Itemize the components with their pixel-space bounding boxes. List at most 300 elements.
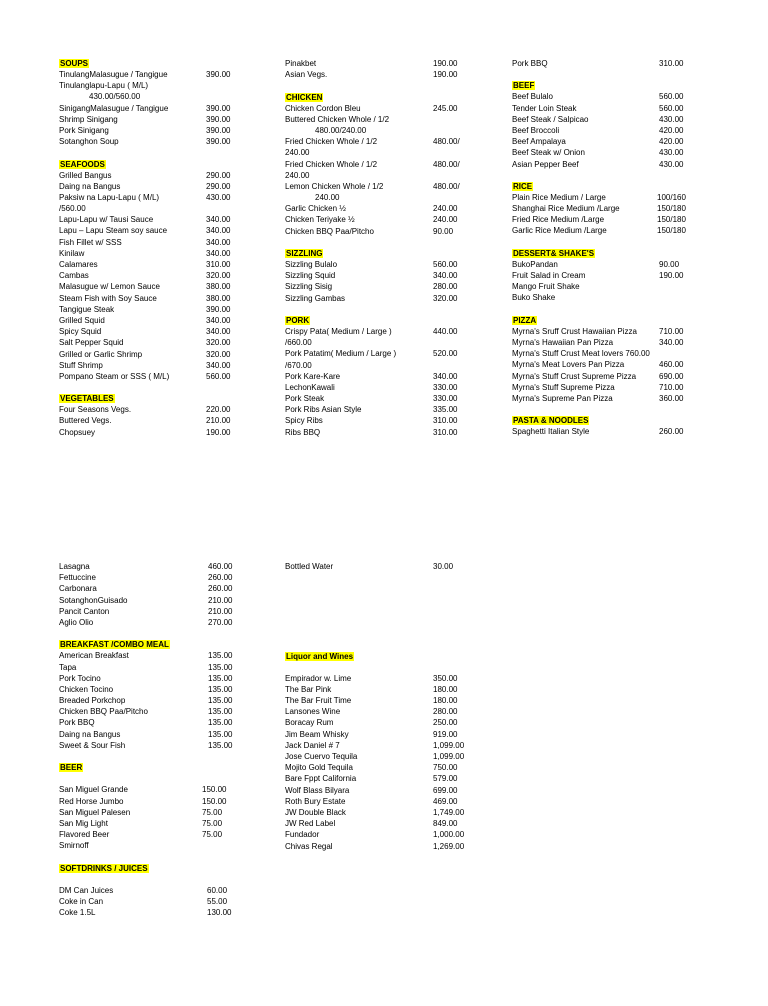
menu-item-price: 135.00 <box>208 740 233 750</box>
menu-item-price: 190.00 <box>433 70 458 80</box>
menu-item-price: 250.00 <box>433 718 458 728</box>
menu-item-name: Flavored Beer <box>59 830 110 840</box>
menu-item-name: Lapu – Lapu Steam soy sauce <box>59 226 168 236</box>
menu-item-name: Red Horse Jumbo <box>59 796 124 806</box>
menu-item-name: Malasugue w/ Lemon Sauce <box>59 282 160 292</box>
menu-item <box>59 595 259 606</box>
menu-item <box>512 359 712 370</box>
menu-item <box>285 360 485 371</box>
menu-item-name: Stuff Shrimp <box>59 360 103 370</box>
menu-item-name: Sizzling Sisig <box>285 282 333 292</box>
menu-item-name: Pork Patatim( Medium / Large ) <box>285 349 397 359</box>
menu-item-price: 190.00 <box>206 427 231 437</box>
menu-item-price: 260.00 <box>208 573 233 583</box>
menu-item <box>512 203 712 214</box>
menu-item <box>59 885 259 896</box>
menu-column-1 <box>59 58 259 438</box>
section-heading-seafoods: SEAFOODS <box>60 159 105 169</box>
menu-item <box>59 114 259 125</box>
section-heading-beer: BEER <box>60 763 83 773</box>
menu-item <box>285 159 485 170</box>
menu-item-name: Beef Ampalaya <box>512 137 566 147</box>
menu-item <box>59 170 259 181</box>
menu-item <box>512 58 712 69</box>
menu-item-name: SotanghonGuisado <box>59 595 128 605</box>
menu-item-price: 560.00 <box>659 92 684 102</box>
menu-item-name: Cambas <box>59 271 89 281</box>
menu-item-name: Steam Fish with Soy Sauce <box>59 293 157 303</box>
menu-item-price: 210.00 <box>208 595 233 605</box>
menu-item-price: 75.00 <box>202 818 223 828</box>
menu-item-price: 335.00 <box>433 405 458 415</box>
menu-item-name: Spicy Squid <box>59 327 102 337</box>
menu-item-name: /560.00 <box>59 204 86 214</box>
menu-item <box>285 695 485 706</box>
menu-item-price: 340.00 <box>206 215 231 225</box>
menu-item-price: 100/160 <box>657 192 686 202</box>
menu-item-price: 430.00 <box>659 159 684 169</box>
menu-item <box>59 650 259 661</box>
menu-item <box>59 181 259 192</box>
menu-item <box>59 561 259 572</box>
menu-item-name: Sotanghon Soup <box>59 137 119 147</box>
menu-item-price: 310.00 <box>433 416 458 426</box>
menu-item-name: Aglio Olio <box>59 617 94 627</box>
menu-item-price: 150/180 <box>657 204 686 214</box>
menu-item <box>285 740 485 751</box>
menu-item <box>59 583 259 594</box>
menu-item-name: 480.00/240.00 <box>315 125 367 135</box>
menu-item <box>59 270 259 281</box>
menu-item-price: 480.00/ <box>433 137 460 147</box>
menu-column-1-lower <box>59 561 259 918</box>
menu-item-price: 320.00 <box>206 338 231 348</box>
menu-item <box>285 684 485 695</box>
menu-item-name: Myrna's Stuff Crust Supreme Pizza <box>512 371 637 381</box>
menu-item-name: Garlic Chicken ½ <box>285 204 346 214</box>
menu-item <box>285 293 485 304</box>
menu-item <box>512 136 712 147</box>
menu-item-price: 320.00 <box>206 349 231 359</box>
menu-item-price: 320.00 <box>433 293 458 303</box>
menu-item-name: Beef Broccoli <box>512 125 560 135</box>
menu-item-price: 919.00 <box>433 729 458 739</box>
menu-item-price: 55.00 <box>207 897 228 907</box>
menu-item-price: 135.00 <box>208 662 233 672</box>
menu-item <box>59 784 259 795</box>
menu-item-price: 710.00 <box>659 382 684 392</box>
menu-item <box>59 91 259 102</box>
menu-item <box>59 427 259 438</box>
menu-item-name: JW Double Black <box>285 807 346 817</box>
menu-item-price: 190.00 <box>433 59 458 68</box>
menu-item-name: Smirnoff <box>59 841 89 851</box>
menu-item-price: 380.00 <box>206 282 231 292</box>
menu-item-name: Fried Chicken Whole / 1/2 <box>285 159 378 169</box>
section-heading-dessert: DESSERT& SHAKE'S <box>513 248 595 258</box>
menu-item-name: Garlic Rice Medium /Large <box>512 226 607 236</box>
menu-item-name: Lemon Chicken Whole / 1/2 <box>285 181 384 191</box>
menu-item-price: 150.00 <box>202 796 227 806</box>
menu-item-name: Roth Bury Estate <box>285 796 346 806</box>
menu-item-name: Calamares <box>59 260 98 269</box>
menu-item <box>285 170 485 181</box>
menu-item-name: Sizzling Gambas <box>285 293 346 303</box>
menu-item-name: Daing na Bangus <box>59 729 121 739</box>
menu-item <box>59 896 259 907</box>
menu-item-name: American Breakfast <box>59 651 129 661</box>
menu-item-name: Asian Vegs. <box>285 70 328 80</box>
menu-item <box>59 840 259 851</box>
menu-item <box>512 292 712 303</box>
menu-item-name: Tapa <box>59 662 77 672</box>
menu-item-name: Jim Beam Whisky <box>285 729 349 739</box>
menu-item <box>285 717 485 728</box>
menu-item-price: 340.00 <box>433 271 458 281</box>
menu-item-name: 430.00/560.00 <box>89 92 141 102</box>
menu-item-price: 150/180 <box>657 215 686 225</box>
menu-item-name: Mojito Gold Tequila <box>285 763 353 773</box>
menu-item <box>59 69 259 80</box>
menu-item <box>285 114 485 125</box>
menu-item <box>59 717 259 728</box>
menu-item-name: Pancit Canton <box>59 606 110 616</box>
menu-item-name: Lapu-Lapu w/ Tausi Sauce <box>59 215 154 225</box>
menu-item <box>512 426 712 437</box>
section-heading-breakfast: BREAKFAST /COMBO MEAL <box>60 640 169 650</box>
menu-item-name: Coke in Can <box>59 897 104 907</box>
menu-item-price: 460.00 <box>208 562 233 571</box>
menu-item-price: 260.00 <box>208 584 233 594</box>
menu-item <box>285 561 485 572</box>
menu-item <box>512 159 712 170</box>
menu-item-name: Ribs BBQ <box>285 427 321 437</box>
menu-item <box>59 673 259 684</box>
menu-item-name: DM Can Juices <box>59 885 114 895</box>
menu-item <box>285 103 485 114</box>
menu-item-price: 150/180 <box>657 226 686 236</box>
menu-item-name: Daing na Bangus <box>59 181 121 191</box>
menu-item-price: 430.00 <box>206 192 231 202</box>
menu-item-name: Mango Fruit Shake <box>512 282 580 292</box>
menu-item <box>59 192 259 203</box>
menu-item-name: Myrna's Stuff Supreme Pizza <box>512 382 615 392</box>
menu-item <box>285 829 485 840</box>
menu-item <box>285 785 485 796</box>
menu-item-name: Pinakbet <box>285 59 317 68</box>
menu-item-name: Pompano Steam or SSS ( M/L) <box>59 371 170 381</box>
menu-item-price: 135.00 <box>208 651 233 661</box>
menu-item <box>285 326 485 337</box>
menu-item-price: 240.00 <box>433 215 458 225</box>
menu-column-3 <box>512 58 712 437</box>
menu-item-name: Tender Loin Steak <box>512 103 577 113</box>
menu-item <box>59 326 259 337</box>
menu-item-price: 480.00/ <box>433 181 460 191</box>
menu-item <box>512 371 712 382</box>
menu-item-name: Chicken Cordon Bleu <box>285 103 361 113</box>
menu-item-price: 180.00 <box>433 684 458 694</box>
menu-item-name: /670.00 <box>285 360 312 370</box>
menu-item <box>59 293 259 304</box>
menu-item <box>285 348 485 359</box>
menu-item-name: Beef Steak w/ Onion <box>512 148 585 158</box>
menu-item-name: The Bar Fruit Time <box>285 696 352 706</box>
menu-item-name: Pork Ribs Asian Style <box>285 405 362 415</box>
menu-item-price: 310.00 <box>206 260 231 269</box>
menu-item-price: 340.00 <box>206 327 231 337</box>
menu-item-price: 180.00 <box>433 696 458 706</box>
menu-item-price: 340.00 <box>206 226 231 236</box>
section-heading-sizzling: SIZZLING <box>286 249 323 258</box>
section-heading-vegetables: VEGETABLES <box>60 394 114 404</box>
menu-item <box>285 270 485 281</box>
menu-item-name: Pork Kare-Kare <box>285 371 341 381</box>
menu-item-price: 710.00 <box>659 326 684 336</box>
menu-item <box>285 214 485 225</box>
menu-item-name: Fish Fillet w/ SSS <box>59 237 122 247</box>
menu-item <box>59 315 259 326</box>
section-heading-chicken: CHICKEN <box>286 92 323 102</box>
menu-item-price: 390.00 <box>206 125 231 135</box>
menu-item <box>285 415 485 426</box>
menu-item <box>285 729 485 740</box>
menu-item-name: Pork Steak <box>285 394 325 404</box>
menu-item-name: Sizzling Bulalo <box>285 260 338 269</box>
menu-item-price: 340.00 <box>206 360 231 370</box>
menu-item-name: Chicken Tocino <box>59 684 114 694</box>
menu-item <box>59 304 259 315</box>
menu-column-2 <box>285 58 485 438</box>
menu-item-price: 310.00 <box>433 427 458 437</box>
menu-item-name: Chicken Teriyake ½ <box>285 215 355 225</box>
menu-item-price: 390.00 <box>206 103 231 113</box>
menu-item-price: 290.00 <box>206 181 231 191</box>
menu-item-name: Breaded Porkchop <box>59 696 126 706</box>
menu-item-name: Myrna's Stuff Crust Meat lovers 760.00 <box>512 349 650 359</box>
menu-item <box>512 103 712 114</box>
menu-item-name: Fettuccine <box>59 573 96 583</box>
menu-item <box>285 762 485 773</box>
menu-item <box>59 684 259 695</box>
section-heading-pork: PORK <box>286 315 310 325</box>
menu-item-price: 210.00 <box>208 606 233 616</box>
menu-item-name: Myrna's Supreme Pan Pizza <box>512 393 613 403</box>
menu-item-price: 520.00 <box>433 349 458 359</box>
menu-item-name: Fried Rice Medium /Large <box>512 215 605 225</box>
menu-item-name: Pork BBQ <box>512 59 548 68</box>
menu-item <box>285 192 485 203</box>
menu-item-price: 320.00 <box>206 271 231 281</box>
menu-item-price: 210.00 <box>206 416 231 426</box>
menu-item <box>285 796 485 807</box>
menu-item <box>59 259 259 270</box>
menu-item-name: Plain Rice Medium / Large <box>512 192 606 202</box>
menu-item <box>59 125 259 136</box>
menu-item <box>512 192 712 203</box>
menu-item-name: Beef Steak / Salpicao <box>512 114 589 124</box>
menu-item-name: Bottled Water <box>285 562 334 571</box>
menu-item-name: Asian Pepper Beef <box>512 159 579 169</box>
menu-item-price: 340.00 <box>206 248 231 258</box>
menu-item-price: 350.00 <box>433 673 458 683</box>
menu-item <box>285 393 485 404</box>
menu-item-name: Jack Daniel # 7 <box>285 740 340 750</box>
menu-item <box>285 226 485 237</box>
menu-item-price: 280.00 <box>433 707 458 717</box>
menu-item <box>285 147 485 158</box>
menu-item-name: Pork Sinigang <box>59 125 109 135</box>
menu-item <box>285 337 485 348</box>
menu-item-name: Empirador w. Lime <box>285 673 352 683</box>
menu-item-price: 480.00/ <box>433 159 460 169</box>
menu-item-price: 135.00 <box>208 696 233 706</box>
menu-item-name: Grilled Bangus <box>59 170 112 180</box>
menu-item-price: 340.00 <box>206 237 231 247</box>
menu-item <box>59 281 259 292</box>
menu-item-name: The Bar Pink <box>285 684 332 694</box>
menu-item-price: 1,099.00 <box>433 740 465 750</box>
menu-item <box>285 125 485 136</box>
menu-item <box>59 662 259 673</box>
menu-item-price: 560.00 <box>659 103 684 113</box>
menu-item-price: 690.00 <box>659 371 684 381</box>
menu-item-name: Chivas Regal <box>285 841 333 851</box>
menu-item-price: 360.00 <box>659 393 684 403</box>
menu-item <box>59 225 259 236</box>
menu-item <box>59 214 259 225</box>
menu-item <box>512 91 712 102</box>
section-heading-rice: RICE <box>513 181 533 191</box>
menu-item <box>59 404 259 415</box>
menu-item <box>285 371 485 382</box>
menu-item <box>59 371 259 382</box>
menu-item <box>512 337 712 348</box>
menu-item <box>59 606 259 617</box>
menu-item-name: Buttered Chicken Whole / 1/2 <box>285 114 390 124</box>
menu-item-name: Pork Tocino <box>59 673 101 683</box>
menu-item <box>59 796 259 807</box>
menu-item <box>512 259 712 270</box>
menu-item-price: 330.00 <box>433 382 458 392</box>
menu-item-name: Fruit Salad in Cream <box>512 271 586 280</box>
menu-item <box>59 740 259 751</box>
menu-item-price: 460.00 <box>659 360 684 370</box>
menu-item-name: San Miguel Grande <box>59 785 128 795</box>
menu-item-name: Carbonara <box>59 584 97 594</box>
menu-item-name: 240.00 <box>285 170 310 180</box>
menu-item-price: 290.00 <box>206 170 231 180</box>
menu-item-name: Spicy Ribs <box>285 416 323 426</box>
menu-item-price: 579.00 <box>433 774 458 784</box>
menu-item-price: 699.00 <box>433 785 458 795</box>
menu-item-name: JW Red Label <box>285 819 336 829</box>
menu-item-price: 220.00 <box>206 405 231 415</box>
menu-item <box>512 393 712 404</box>
menu-item-name: Chicken BBQ Paa/Pitcho <box>285 226 374 236</box>
menu-item <box>59 360 259 371</box>
section-heading-softdrinks: SOFTDRINKS / JUICES <box>60 863 148 873</box>
menu-item-price: 75.00 <box>202 807 223 817</box>
menu-item-price: 310.00 <box>659 59 684 68</box>
menu-item <box>512 114 712 125</box>
menu-item-price: 430.00 <box>659 148 684 158</box>
menu-item-name: Wolf Blass Bilyara <box>285 785 350 795</box>
menu-item-name: 240.00 <box>285 148 310 158</box>
menu-item <box>285 807 485 818</box>
menu-item <box>285 841 485 852</box>
menu-item-price: 30.00 <box>433 562 454 571</box>
section-heading-liquor: Liquor and Wines <box>286 651 354 661</box>
menu-item-price: 430.00 <box>659 114 684 124</box>
menu-item-price: 280.00 <box>433 282 458 292</box>
menu-item-price: 90.00 <box>433 226 454 236</box>
menu-item-name: Grilled Squid <box>59 315 105 325</box>
menu-item <box>285 259 485 270</box>
menu-item <box>285 69 485 80</box>
menu-item-price: 90.00 <box>659 259 680 269</box>
menu-item-name: SinigangMalasugue / Tangigue <box>59 103 169 113</box>
menu-item-name: Shrimp Sinigang <box>59 114 118 124</box>
menu-item <box>59 907 259 918</box>
menu-item <box>512 214 712 225</box>
menu-item <box>59 136 259 147</box>
menu-item-price: 420.00 <box>659 125 684 135</box>
menu-item <box>285 382 485 393</box>
menu-item <box>59 237 259 248</box>
menu-item-price: 390.00 <box>206 114 231 124</box>
menu-item-name: Jose Cuervo Tequila <box>285 752 358 761</box>
menu-item-name: Fried Chicken Whole / 1/2 <box>285 137 378 147</box>
menu-column-2-lower <box>285 561 485 852</box>
menu-item <box>59 103 259 114</box>
menu-item-price: 260.00 <box>659 427 684 437</box>
menu-item-price: 849.00 <box>433 819 458 829</box>
menu-item-name: Chopsuey <box>59 427 96 437</box>
menu-item <box>285 404 485 415</box>
menu-item <box>59 729 259 740</box>
menu-item-name: Tinulanglapu-Lapu ( M/L) <box>59 81 149 91</box>
menu-item-price: 245.00 <box>433 103 458 113</box>
menu-item-name: Kinilaw <box>59 248 85 258</box>
menu-item <box>59 829 259 840</box>
menu-item-price: 135.00 <box>208 707 233 717</box>
menu-item-name: Myrna's Hawaiian Pan Pizza <box>512 337 614 347</box>
menu-item <box>512 125 712 136</box>
section-heading-beef: BEEF <box>513 81 535 91</box>
menu-item-price: 1,000.00 <box>433 830 465 840</box>
menu-item-name: Myrna's Sruff Crust Hawaiian Pizza <box>512 326 637 336</box>
menu-item-name: Paksiw na Lapu-Lapu ( M/L) <box>59 192 160 202</box>
menu-item <box>512 281 712 292</box>
menu-item-name: Fundador <box>285 830 320 840</box>
menu-item-price: 560.00 <box>206 371 231 381</box>
menu-item-name: TinulangMalasugue / Tangigue <box>59 70 168 79</box>
menu-item-price: 750.00 <box>433 763 458 773</box>
menu-item <box>285 751 485 762</box>
menu-item-price: 440.00 <box>433 326 458 336</box>
menu-item-price: 340.00 <box>433 371 458 381</box>
menu-item <box>59 617 259 628</box>
menu-item <box>285 136 485 147</box>
menu-item-name: Coke 1.5L <box>59 908 96 918</box>
menu-item-price: 135.00 <box>208 729 233 739</box>
menu-item-name: LechonKawali <box>285 382 335 392</box>
menu-item-price: 150.00 <box>202 785 227 795</box>
menu-item-name: Shanghai Rice Medium /Large <box>512 204 620 214</box>
menu-item-name: Grilled or Garlic Shrimp <box>59 349 143 359</box>
menu-item-name: Bare Fppt California <box>285 774 357 784</box>
